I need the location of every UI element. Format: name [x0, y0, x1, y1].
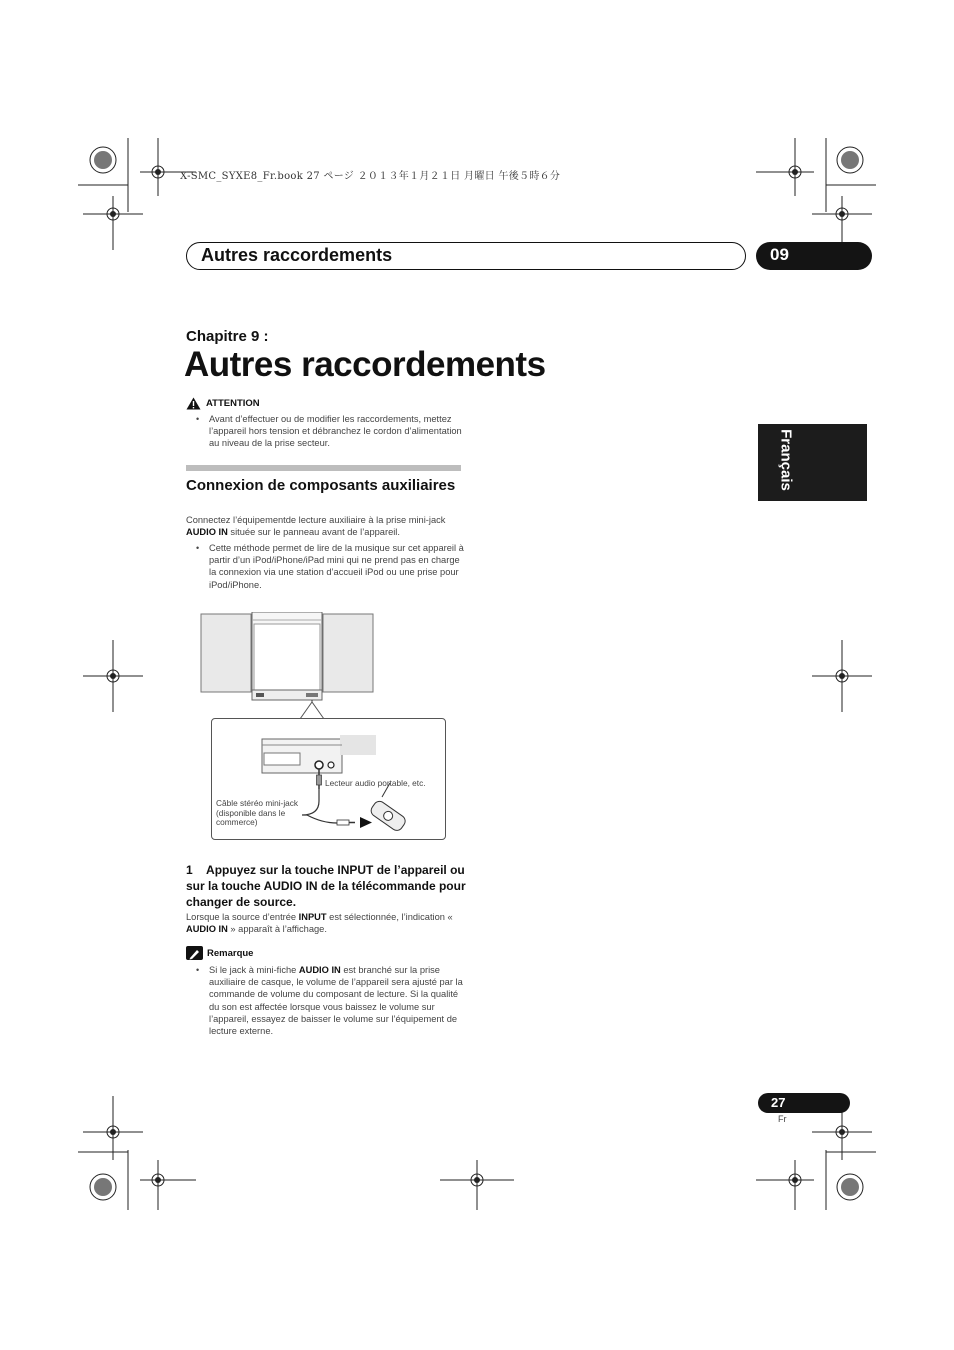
- caution-bullet-text: Avant d’effectuer ou de modifier les raccordements, mettez l’appareil hors tension et débranchez le cordon d’alimentation au niveau de la prise secteur.: [209, 414, 462, 449]
- caution-label: ATTENTION: [206, 398, 260, 409]
- note-icon: [186, 946, 203, 960]
- section-intro: [186, 514, 461, 538]
- step-keyword-1: INPUT: [298, 912, 327, 922]
- chapter-number: 09: [770, 245, 789, 264]
- step-1: [186, 862, 466, 910]
- section-bullet-text: Cette méthode permet de lire de la musique sur cet appareil à partir d’un iPod/iPhone/iPad mini qui ne prend pas en charge la connexion via une station d’accueil iPod ou une prise pour iPod/iPhone.: [209, 543, 464, 590]
- intro-keyword: AUDIO IN: [186, 527, 228, 538]
- running-header: [186, 242, 746, 270]
- page-language: Fr: [778, 1114, 787, 1124]
- note-label: Remarque: [207, 948, 254, 959]
- warning-icon: [186, 397, 201, 410]
- intro-text-1: Connectez l’équipementde lecture auxiliaire à la prise mini-jack: [186, 515, 446, 525]
- step-desc-3: » apparaît à l’affichage.: [227, 924, 327, 935]
- note-text-2: est branché sur la prise auxiliaire de casque, le volume de l’appareil sera ajusté par la commande de volume du composant de lecture. Si la qualité du son est affectée lorsque vous baissez le volume sur l’appareil, essayez de baisser le volume sur l’équipement de lecture externe.: [209, 965, 463, 1037]
- section-divider: [186, 465, 461, 471]
- chapter-number-badge: [756, 242, 872, 270]
- step-text: Appuyez sur la touche INPUT de l’appareil ou sur la touche AUDIO IN de la télécommande pour changer de source.: [186, 863, 466, 909]
- note-keyword: AUDIO IN: [298, 965, 341, 975]
- chapter-title: Autres raccordements: [184, 345, 546, 384]
- page-number: 27: [771, 1095, 786, 1110]
- note-bullet-text: [209, 964, 464, 1037]
- print-info: X-SMC_SYXE8_Fr.book 27 ページ ２０１３年１月２１日 月曜日 午後５時６分: [180, 171, 561, 182]
- header-title: Autres raccordements: [201, 245, 393, 265]
- note-text-1: Si le jack à mini-fiche: [209, 965, 299, 975]
- chapter-label: Chapitre 9 :: [186, 328, 269, 345]
- step-desc-2: est sélectionnée, l’indication «: [326, 912, 453, 922]
- detail-callout: [211, 718, 446, 840]
- step-keyword-2: AUDIO IN: [186, 924, 228, 935]
- device-illustration: [200, 612, 380, 712]
- cable-label: Câble stéréo mini-jack (disponible dans le commerce): [216, 798, 299, 828]
- page-number-badge: [758, 1093, 850, 1113]
- step-desc-1: Lorsque la source d’entrée: [186, 912, 299, 922]
- callout-pointer: [300, 698, 330, 720]
- language-tab-label: Français: [777, 429, 795, 491]
- language-tab: [758, 424, 867, 501]
- intro-text-2: située sur le panneau avant de l’appareil.: [227, 527, 400, 538]
- player-label: Lecteur audio portable, etc.: [325, 778, 426, 788]
- step-number: 1: [186, 863, 193, 877]
- section-title: Connexion de composants auxiliaires: [186, 477, 456, 494]
- step-1-description: [186, 911, 461, 935]
